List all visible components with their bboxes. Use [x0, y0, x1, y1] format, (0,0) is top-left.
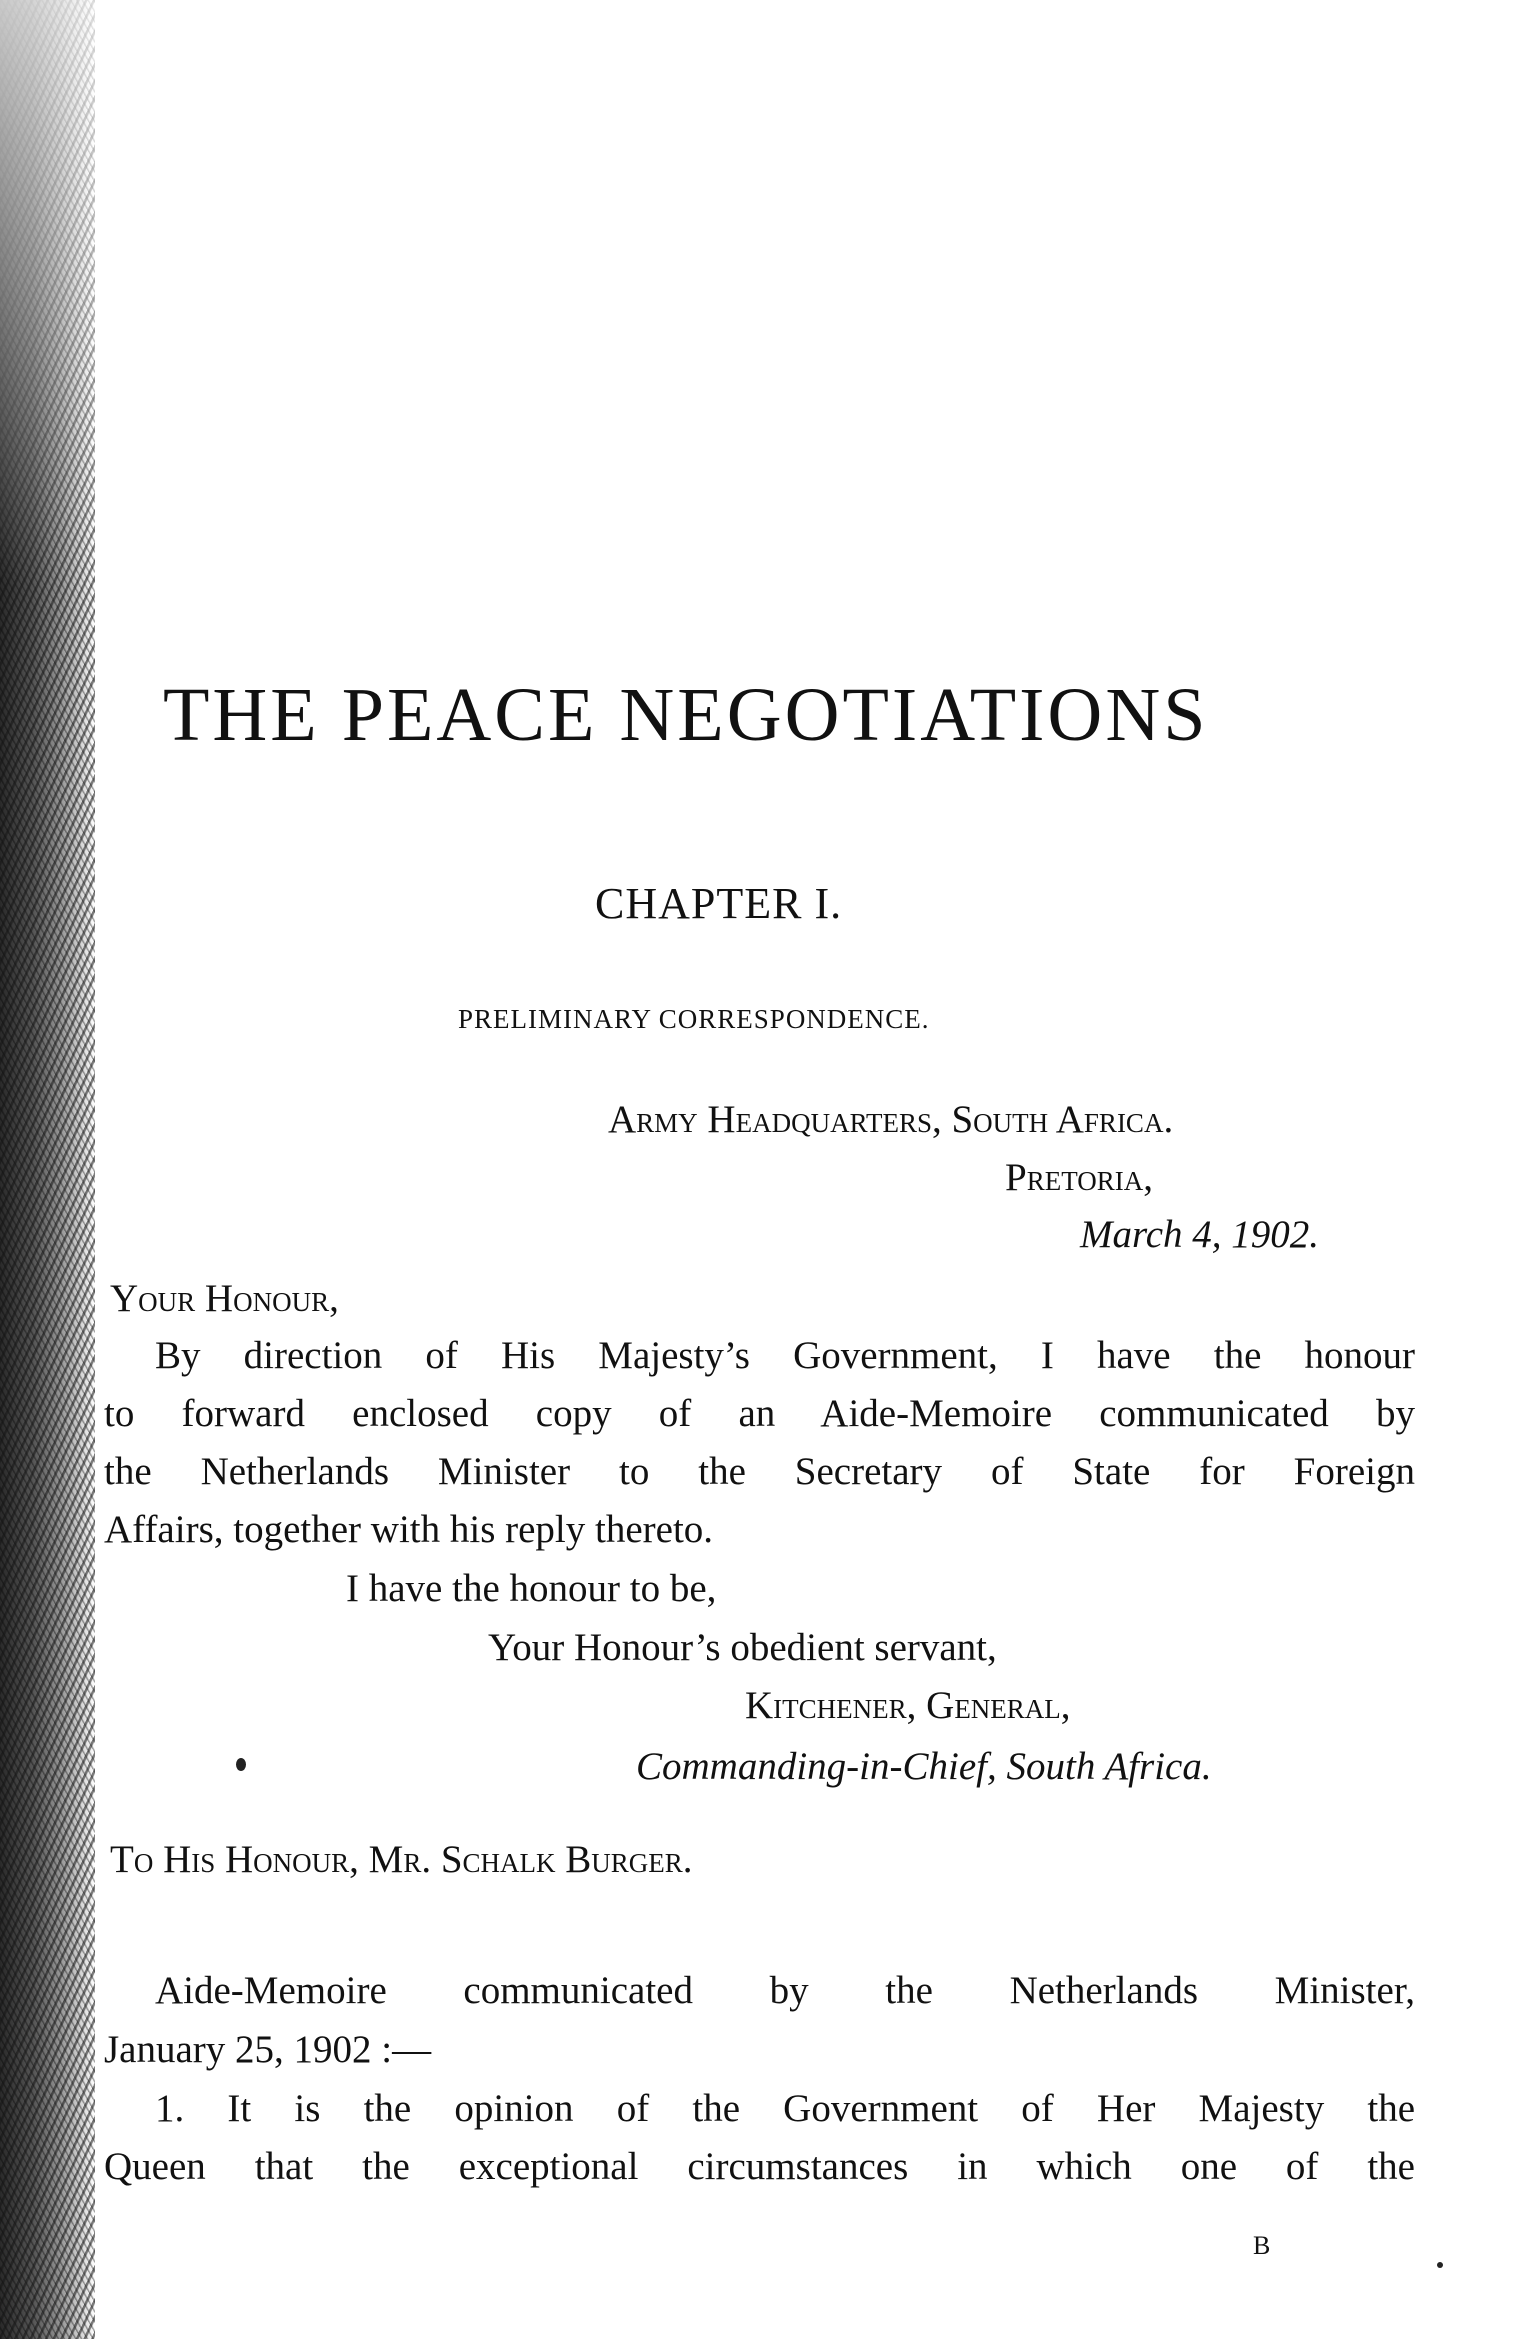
page-spine-shadow [0, 0, 95, 2339]
letter-salutation: Your Honour, [110, 1277, 339, 1320]
ink-speck [236, 1758, 246, 1771]
aide-memoire-line: Aide-Memoire communicated by the Netherlands Minister, [155, 1969, 1415, 2012]
letter-closing: I have the honour to be, [346, 1567, 717, 1610]
aide-memoire-line: Queen that the exceptional circumstances in which one of the [104, 2145, 1415, 2188]
chapter-subheading: PRELIMINARY CORRESPONDENCE. [458, 1004, 930, 1034]
letter-signature: Kitchener, General, [745, 1684, 1071, 1727]
letter-closing-servant: Your Honour’s obedient servant, [488, 1626, 997, 1669]
aide-memoire-line: 1. It is the opinion of the Government of Her Majesty the [155, 2087, 1415, 2130]
letter-body-line: the Netherlands Minister to the Secretary of State for Foreign [104, 1450, 1415, 1493]
chapter-heading: CHAPTER I. [595, 879, 843, 928]
letter-body-line: By direction of His Majesty’s Government, I have the honour [155, 1334, 1415, 1377]
letter-addressee: To His Honour, Mr. Schalk Burger. [110, 1838, 693, 1881]
signature-mark: B [1253, 2231, 1271, 2260]
aide-memoire-line: January 25, 1902 :— [104, 2028, 432, 2071]
book-title: THE PEACE NEGOTIATIONS [163, 673, 1209, 757]
letter-address-line2: Pretoria, [1005, 1156, 1153, 1199]
letter-signature-title: Commanding-in-Chief, South Africa. [636, 1745, 1212, 1788]
letter-date [1080, 1212, 1319, 1257]
letter-body-line: Affairs, together with his reply thereto. [104, 1508, 714, 1551]
letter-date-text: March 4, 1902. [1080, 1213, 1320, 1256]
ink-speck [1437, 2262, 1443, 2268]
letter-address-line1: Army Headquarters, South Africa. [608, 1098, 1174, 1141]
letter-body-line: to forward enclosed copy of an Aide-Memoire communicated by [104, 1392, 1415, 1435]
